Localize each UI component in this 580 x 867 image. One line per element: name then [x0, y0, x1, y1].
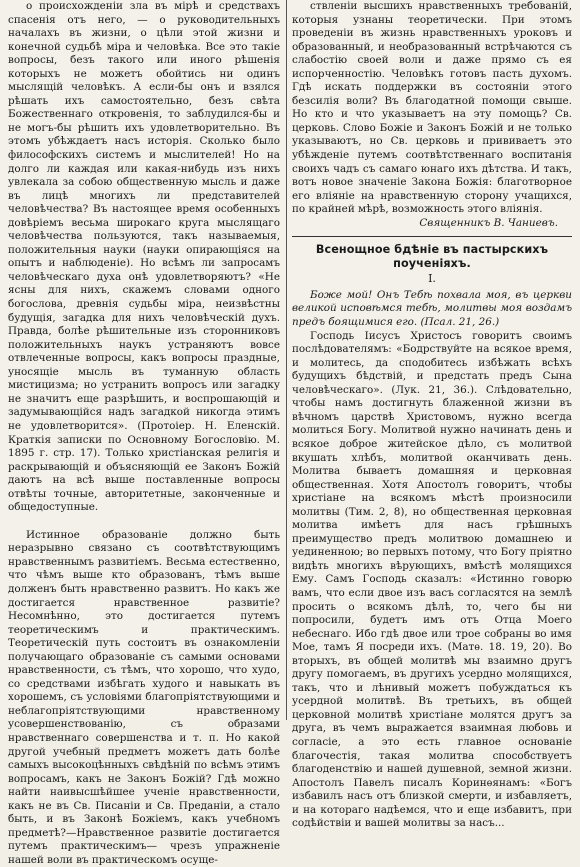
right-column	[292, 0, 572, 830]
epigraph: Боже мой! Онъ Тебѣ похвала моя, въ церкви великой исповѣмся тебѣ, молитвы моя воздамъ предъ боящимися его. (Псал. 21, 26.)	[292, 288, 572, 329]
right-paragraph-1: Господь Іисусъ Христосъ говоритъ своимъ послѣдователямъ: «Бодрствуйте на всякое время, и молитесь, да сподобитесь избѣжать всѣхъ будущихъ бѣдствій, и предстать предъ Сына человѣческаго». (Лук. 21, 36.). Слѣдовательно, чтобы намъ достигнуть блаженной жизни въ вѣчномъ царствѣ Христовомъ, нужно всегда молиться Богу. Молитвой нужно начинать день и всякое доброе житейское дѣло, съ молитвой вкушать хлѣбъ, молитвой оканчивать день. Молитва бываетъ домашняя и церковная общественная. Хотя Апостолъ говоритъ, чтобы христіане на всякомъ мѣстѣ произносили молитвы (Тим. 2, 8), но общественная церковная молитва имѣетъ для насъ грѣшныхъ преимущество предъ молитвою домашнею и уединенною; во первыхъ потому, что Богу пріятно видѣть многихъ вѣрующихъ, вмѣстѣ молящихся Ему. Самъ Господь сказалъ: «Истинно говорю вамъ, что если двое изъ васъ согласятся на землѣ просить о всякомъ дѣлѣ, то, чего бы ни попросили, будетъ имъ отъ Отца Моего небеснаго. Ибо гдѣ двое или трое собраны во имя Мое, тамъ Я посреди ихъ. (Матѳ. 18. 19, 20). Во вторыхъ, въ общей молитвѣ мы взаимно другъ другу помогаемъ, въ другихъ усердно молящихся, такъ, что и лѣнивый можетъ побуждаться къ усердной молитвѣ. Въ третьихъ, въ общей церковной молитвѣ христіане молятся другъ за друга, въ чемъ выражается взаимная любовь и согласіе, а это есть главное основаніе благочестія, такая молитва способствуетъ благоденствію и нашей душевной, земной жизни. Апостолъ Павелъ писалъ Коринѳянамъ: «Богъ избавилъ насъ отъ близкой смерти, и избавляетъ, и на котораго надѣемся, что и еще избавитъ, при содѣйствіи и вашей молитвы за насъ...	[292, 329, 572, 830]
section-number: I.	[428, 272, 436, 286]
left-paragraph-1: о происхожденіи зла въ мірѣ и средствахъ спасенія отъ него, — о руководительныхъ началахъ въ жизни, о цѣли этой жизни и конечной судьбѣ міра и человѣка. Все это такіе вопросы, безъ такого или иного рѣшенія которыхъ не можетъ обойтись ни одинъ мыслящій человѣкъ. А если-бы онъ и взялся рѣшать ихъ самостоятельно, безъ свѣта Божественнаго откровенія, то заблудился-бы и не могъ-бы рѣшить ихъ удовлетворительно. Въ этомъ убѣждаетъ насъ исторія. Сколько было философскихъ системъ и мыслителей! Но на долго ли каждая или какая-нибудь изъ нихъ увлекала за собою общественную мысль и даже въ лицѣ многихъ ли представителей человѣчества? Въ настоящее время особенныхъ довѣріемъ весьма широкаго круга мыслящаго человѣчества пользуются, такъ называемыя, положительныя науки (науки опирающіяся на опытъ и наблюденіе). Но всѣмъ ли запросамъ человѣческаго духа онѣ удовлетворяютъ? «Не ясны для нихъ, скажемъ словами одного богослова, древнія судьбы міра, неизвѣстны будущія, загадка для нихъ человѣческій духъ. Правда, болѣе рѣшительные изъ сторонниковъ положительныхъ наукъ устраняютъ вовсе отвлеченные вопросы, какъ вопросы праздные, уносящіе мысль въ туманную область мистицизма; но устранить вопросъ или загадку не значитъ еще разрѣшить, и воспрошающій и задумывающійся надъ загадкой никогда этимъ не удовлетворится». (Протоіер. Н. Еленскій. Краткія записки по Основному Богословію. М. 1895 г. стр. 17). Только христіанская религія и раскрывающій и объясняющій ее Законъ Божій даютъ на всѣ выше поставленные вопросы отвѣты точные, авторитетные, законченные и общедоступные.	[8, 0, 280, 514]
left-paragraph-2: Истинное образованіе должно быть неразрывно связано съ соотвѣтствующимъ нравственнымъ развитіемъ. Весьма естественно, что чѣмъ выше кто образованъ, тѣмъ выше долженъ быть нравственно развитъ. Но какъ же достигается нравственное развитіе? Несомнѣнно, это достигается путемъ теоретическимъ и практическимъ. Теоретическій путь состоитъ въ ознакомленіи получающаго образованіе съ самыми основами нравственности, съ тѣмъ, что хорошо, что худо, со средствами избѣгать худого и навыкать въ хорошемъ, съ условіями благопріятствующими и неблагопріятствующими нравственному усовершенствованію, съ образами нравственнаго совершенства и т. п. Но какой другой учебный предметъ можетъ дать болѣе самыхъ высокоцѣнныхъ свѣдѣній по всѣмъ этимъ вопросамъ, какъ не Законъ Божій? Гдѣ можно найти наивысшѣйшее ученіе нравственности, какъ не въ Св. Писаніи и Св. Преданіи, а стало быть, и въ Законѣ Божіемъ, какъ учебномъ предметѣ?—Нравственное развитіе достигается путемъ практическимъ— чрезъ упражненіе нашей воли въ практическомъ осуще-	[8, 528, 280, 866]
signature: Священникъ В. Чаниевъ.	[419, 216, 558, 229]
left-column	[8, 0, 280, 866]
column-divider	[286, 0, 287, 720]
right-top-paragraph: ствленіи высшихъ нравственныхъ требованій, которыя узнаны теоретически. При этомъ проведеніи въ жизнь нравственныхъ уроковъ и образованный, и необразованный встрѣчаются съ слабостію своей воли и даже прямо съ ея испорченностію. Человѣкъ готовъ пасть духомъ. Гдѣ искать поддержки въ состояніи этого безсилія воли? Въ благодатной помощи свыше. Но кто и что указываетъ на эту помощь? Св. церковь. Слово Божіе и Законъ Божій и не только указываютъ, но Св. церковь и прививаетъ это убѣжденіе путемъ соотвѣтственнаго воспитанія своихъ чадъ съ самаго юнаго ихъ дѣтства. И такъ, вотъ новое значеніе Закона Божія: благотворное его вліяніе на нравственную сторону учащихся, по крайней мѣрѣ, возможность этого вліянія.	[292, 0, 572, 216]
section-title: Всенощное бдѣніе въ пастырскихъ поученіяхъ.	[315, 243, 549, 270]
paragraph-gap	[8, 515, 280, 529]
section-divider	[292, 236, 572, 237]
